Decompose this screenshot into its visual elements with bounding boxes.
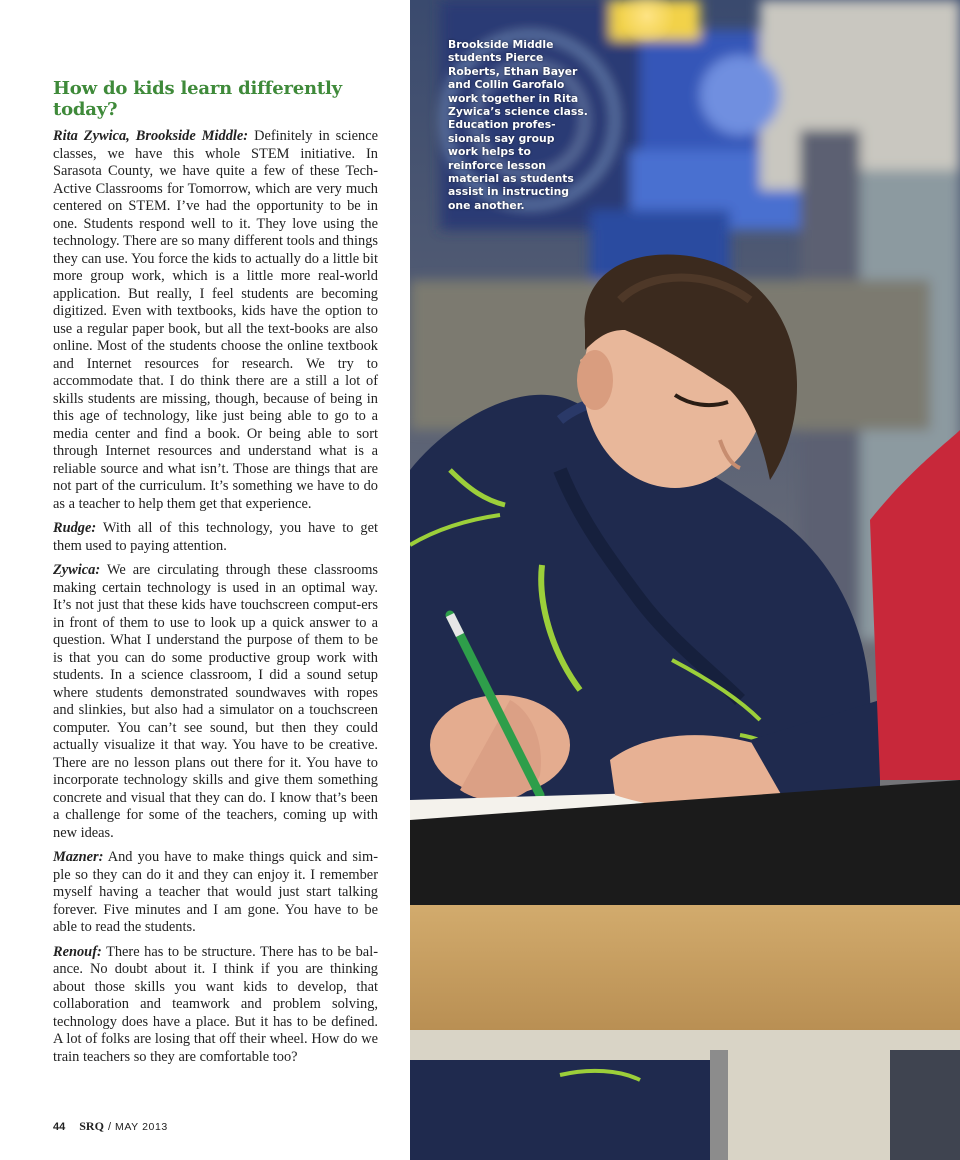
interview-paragraph: [53, 849, 378, 937]
interview-paragraph: [53, 520, 378, 555]
article-body: [53, 128, 378, 1073]
paragraph-text: We are circulating through these classrooms making certain technology is used in an optimal way. It’s not just that these kids have touchscreen comput-ers in front of them to use to look up a quick answer to a question. What I understand the purpose of them to be is that you can do some productive group work with students. In a science classroom, I did a sound setup where students demonstrated soundwaves with ropes and slinkies, but also had a simulator on a touchscreen computer. You can’t see sound, but then they could actually visualize it that way. You have to be creative. There are no lesson plans out there for it. You have to incorporate technology skills and give them something concrete and visual that they can do. I know that’s been a challenge for some of the teachers, coming up with new ideas.: [53, 562, 378, 841]
speaker-name: Renouf:: [53, 943, 102, 960]
interview-paragraph: [53, 562, 378, 842]
interview-paragraph: [53, 128, 378, 513]
speaker-name: Rudge:: [53, 520, 97, 536]
magazine-name: SRQ: [79, 1119, 104, 1133]
paragraph-text: With all of this technology, you have to get them used to paying attention.: [53, 520, 378, 554]
page-footer: [53, 1119, 168, 1134]
page-number: 44: [53, 1121, 66, 1133]
issue-date: MAY 2013: [115, 1121, 168, 1133]
section-heading: How do kids learn differently today?: [53, 78, 342, 120]
interview-paragraph: [53, 944, 378, 1067]
article-column: [0, 0, 410, 1160]
desk: [410, 780, 960, 1160]
paragraph-text: Definitely in science classes, we have this whole STEM initiative. In Sarasota County, we have quite a few of these Tech-Active Classrooms for Tomorrow, which are very much centered on STEM. I’ve had the opportunity to be in one. Students respond well to it. They love using the technology. There are so many different tools and things they can use. You force the kids to actually do a little bit more group work, which is a little more real-world application. But really, I feel students are becoming digitized. Even with textbooks, kids have the option to use a regular paper book, but all the text-books are also online. Most of the students choose the online textbook and Internet resources for research. We try to accommodate that. I do think there are a still a lot of skills students are missing, though, because of being in this age of technology, like just being able to go to a media center and find a book. Or being able to sort through Internet resources and understand what is a reliable source and what isn’t. Those are things that are not part of the curriculum. It’s something we have to do as a teacher to help them get that experience.: [53, 128, 378, 512]
footer-separator: /: [107, 1121, 111, 1133]
speaker-name: Mazner:: [53, 849, 104, 865]
paragraph-text: And you have to make things quick and sim-ple so they can do it and they can enjoy it. I remember myself having a teacher that would just start talking forever. Five minutes and I am gone. You have to be able to read the students.: [53, 849, 378, 935]
paragraph-text: There has to be structure. There has to be bal-ance. No doubt about it. I think if you are thinking about those skills you want kids to develop, that collaboration and teamwork and problem solving, technology does have a place. But it has to be defined. A lot of folks are losing that off their wheel. How do we train teachers so they are comfortable too?: [53, 943, 378, 1065]
speaker-name: Zywica:: [53, 562, 101, 578]
speaker-name: Rita Zywica, Brookside Middle:: [53, 128, 249, 144]
photo-caption: Brookside Middle students Pierce Roberts, Ethan Bayer and Collin Garofalo work together in Rita Zywica’s science class. Education profes-sionals say group work helps to reinforce lesson material as students assist in instructing one another.: [448, 38, 588, 212]
